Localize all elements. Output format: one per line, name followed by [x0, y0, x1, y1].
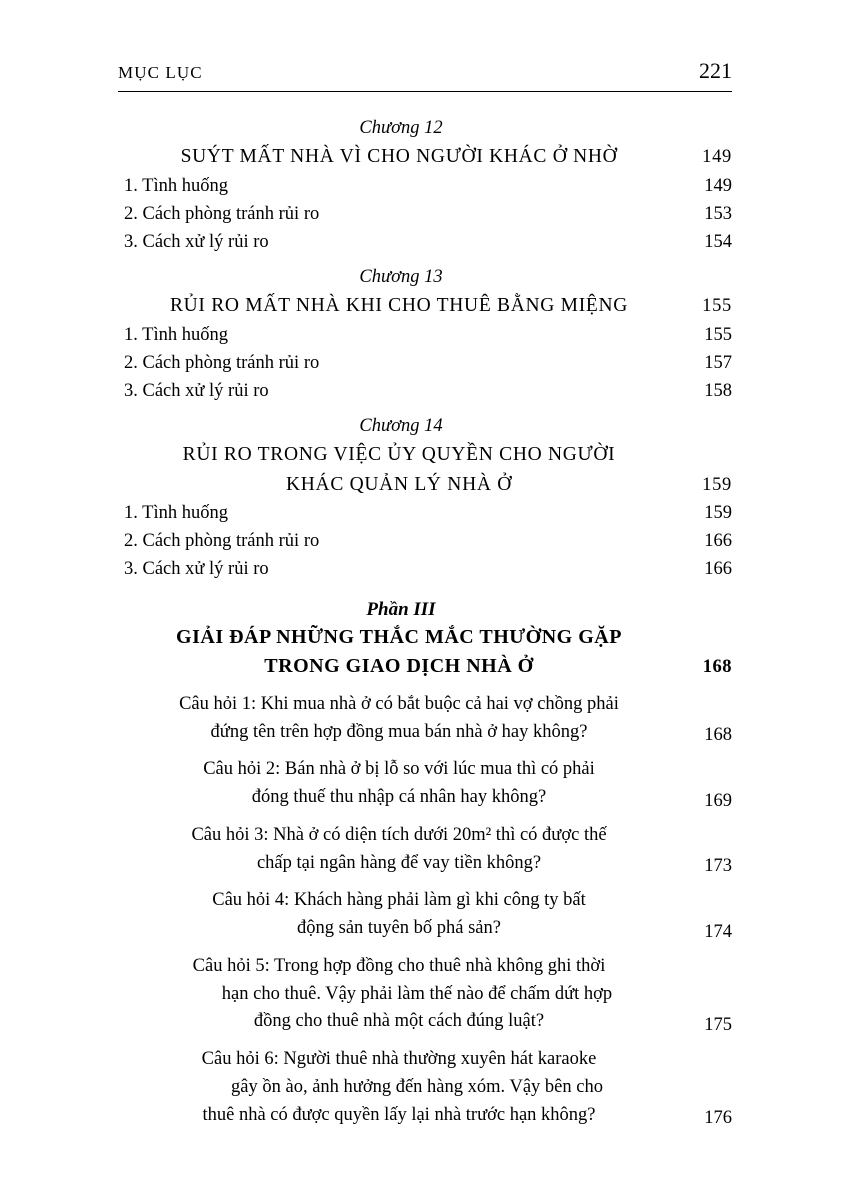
running-head — [118, 58, 732, 84]
section-title: 1. Tình huống — [124, 324, 228, 345]
question-line1: Câu hỏi 6: Người thuê nhà thường xuyên hát karaoke — [201, 1049, 597, 1070]
chapter-title: RỦI RO MẤT NHÀ KHI CHO THUÊ BẰNG MIỆNG — [169, 294, 629, 316]
question-line1: Câu hỏi 3: Nhà ở có diện tích dưới 20m² thì có được thế — [191, 824, 607, 845]
question-page: 175 — [704, 1015, 732, 1036]
question-text — [118, 691, 680, 747]
chapter-label: Chương 13 — [359, 266, 443, 287]
toc-entry-question[interactable] — [118, 756, 732, 812]
toc-entry-chapter-line1[interactable] — [118, 440, 732, 470]
section-page: 159 — [704, 503, 732, 524]
question-page: 169 — [704, 790, 732, 811]
question-line2: hạn cho thuê. Vậy phải làm thế nào để chấm dứt hợp — [221, 983, 613, 1004]
question-line1: Câu hỏi 1: Khi mua nhà ở có bắt buộc cả hai vợ chồng phải — [179, 693, 619, 714]
question-line2: động sản tuyên bố phá sản? — [297, 918, 501, 939]
toc-entry-section[interactable] — [118, 228, 732, 256]
toc-entry-question[interactable] — [118, 887, 732, 943]
section-title: 3. Cách xử lý rủi ro — [124, 380, 269, 401]
toc-entry-question[interactable] — [118, 691, 732, 747]
question-line2: gây ồn ào, ảnh hưởng đến hàng xóm. Vậy bên cho — [231, 1076, 603, 1097]
toc-entry-section[interactable] — [118, 349, 732, 377]
chapter-page: 149 — [702, 147, 732, 167]
question-line1: Câu hỏi 5: Trong hợp đồng cho thuê nhà không ghi thời — [192, 955, 606, 976]
question-text — [118, 756, 680, 812]
question-text — [118, 953, 680, 1036]
section-page: 158 — [704, 380, 732, 401]
toc-entry-section[interactable] — [118, 321, 732, 349]
chapter-title-line2: KHÁC QUẢN LÝ NHÀ Ở — [285, 473, 512, 495]
question-page: 168 — [704, 725, 732, 746]
running-head-title: MỤC LỤC — [118, 63, 203, 82]
section-title: 3. Cách xử lý rủi ro — [124, 559, 269, 580]
part-title-line1: GIẢI ĐÁP NHỮNG THẮC MẮC THƯỜNG GẶP — [176, 626, 622, 649]
toc-entry-part-line2[interactable] — [118, 652, 732, 681]
part-label: Phần III — [366, 599, 436, 621]
section-page: 154 — [704, 231, 732, 252]
section-title: 2. Cách phòng tránh rủi ro — [124, 352, 320, 373]
section-title: 2. Cách phòng tránh rủi ro — [124, 531, 320, 552]
section-page: 149 — [704, 175, 732, 196]
question-line2: đứng tên trên hợp đồng mua bán nhà ở hay không? — [210, 721, 588, 742]
toc-entry-section[interactable] — [118, 200, 732, 228]
chapter-title: SUÝT MẤT NHÀ VÌ CHO NGƯỜI KHÁC Ở NHỜ — [180, 146, 618, 167]
toc-entry-question[interactable] — [118, 953, 732, 1036]
toc-entry-section[interactable] — [118, 527, 732, 555]
question-line3: thuê nhà có được quyền lấy lại nhà trước hạn không? — [202, 1104, 596, 1125]
part-page: 168 — [702, 656, 732, 677]
question-line3: đồng cho thuê nhà một cách đúng luật? — [253, 1011, 545, 1032]
toc-entry-section[interactable] — [118, 377, 732, 405]
question-line2: chấp tại ngân hàng để vay tiền không? — [256, 852, 542, 873]
section-title: 2. Cách phòng tránh rủi ro — [124, 203, 320, 224]
part-title-line2: TRONG GIAO DỊCH NHÀ Ở — [264, 654, 534, 677]
question-page: 176 — [704, 1108, 732, 1129]
question-text — [118, 822, 680, 878]
section-page: 166 — [704, 559, 732, 580]
section-page: 166 — [704, 531, 732, 552]
section-page: 155 — [704, 324, 732, 345]
page-number: 221 — [699, 58, 732, 83]
question-text — [118, 1046, 680, 1129]
section-title: 1. Tình huống — [124, 503, 228, 524]
question-line1: Câu hỏi 4: Khách hàng phải làm gì khi công ty bất — [212, 890, 586, 911]
question-page: 173 — [704, 856, 732, 877]
toc-entry-question[interactable] — [118, 1046, 732, 1129]
toc-entry-chapter[interactable] — [118, 291, 732, 321]
toc-entry-section[interactable] — [118, 172, 732, 200]
question-page: 174 — [704, 921, 732, 942]
toc-entry-chapter-line2[interactable] — [118, 470, 732, 500]
toc-entry-part-line1[interactable] — [118, 623, 732, 651]
question-line2: đóng thuế thu nhập cá nhân hay không? — [251, 787, 547, 808]
chapter-page: 159 — [702, 474, 732, 495]
toc-entry-question[interactable] — [118, 822, 732, 878]
chapter-page: 155 — [702, 295, 732, 316]
toc-entry-section[interactable] — [118, 555, 732, 583]
question-line1: Câu hỏi 2: Bán nhà ở bị lỗ so với lúc mua thì có phải — [203, 759, 595, 780]
section-page: 157 — [704, 352, 732, 373]
section-title: 3. Cách xử lý rủi ro — [124, 231, 269, 252]
section-title: 1. Tình huống — [124, 175, 228, 196]
toc-entry-section[interactable] — [118, 499, 732, 527]
section-page: 153 — [704, 203, 732, 224]
chapter-label: Chương 12 — [359, 118, 443, 138]
question-text — [118, 887, 680, 943]
toc-entry-chapter[interactable] — [118, 142, 732, 172]
chapter-label: Chương 14 — [359, 415, 443, 436]
header-divider — [118, 91, 732, 92]
chapter-title-line1: RỦI RO TRONG VIỆC ỦY QUYỀN CHO NGƯỜI — [182, 443, 616, 465]
